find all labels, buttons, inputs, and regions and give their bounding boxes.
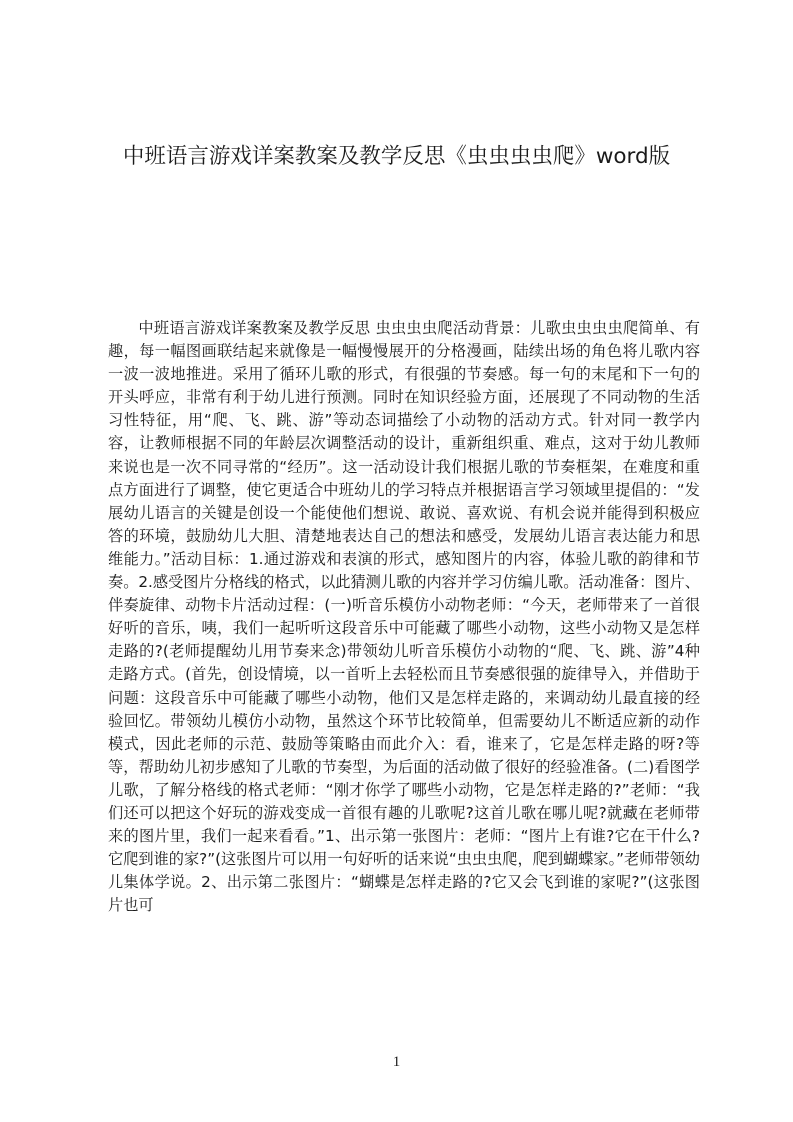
document-body-paragraph: 中班语言游戏详案教案及教学反思 虫虫虫虫爬活动背景：儿歌虫虫虫虫爬简单、有趣，每一幅图画联结起来就像是一幅慢慢展开的分格漫画，陆续出场的角色将儿歌内容一波一波地推进。采用了循环儿歌的形式，有很强的节奏感。每一句的末尾和下一句的开头呼应，非常有利于幼儿进行预测。同时在知识经验方面，还展现了不同动物的生活习性特征，用“爬、飞、跳、游”等动态词描绘了小动物的活动方式。针对同一教学内容，让教师根据不同的年龄层次调整活动的设计，重新组织重、难点，这对于幼儿教师来说也是一次不同寻常的“经历”。这一活动设计我们根据儿歌的节奏框架，在难度和重点方面进行了调整，使它更适合中班幼儿的学习特点并根据语言学习领域里提倡的：“发展幼儿语言的关键是创设一个能使他们想说、敢说、喜欢说、有机会说并能得到积极应答的环境，鼓励幼儿大胆、清楚地表达自己的想法和感受，发展幼儿语言表达能力和思维能力。”活动目标：1.通过游戏和表演的形式，感知图片的内容，体验儿歌的韵律和节奏。2.感受图片分格线的格式，以此猜测儿歌的内容并学习仿编儿歌。活动准备：图片、伴奏旋律、动物卡片活动过程：(一)听音乐模仿小动物老师：“今天，老师带来了一首很好听的音乐，咦，我们一起听听这段音乐中可能藏了哪些小动物，这些小动物又是怎样走路的?(老师提醒幼儿用节奏来念)带领幼儿听音乐模仿小动物的“爬、飞、跳、游”4种走路方式。(首先，创设情境，以一首听上去轻松而且节奏感很强的旋律导入，并借助于问题：这段音乐中可能藏了哪些小动物，他们又是怎样走路的，来调动幼儿最直接的经验回忆。带领幼儿模仿小动物，虽然这个环节比较简单，但需要幼儿不断适应新的动作模式，因此老师的示范、鼓励等策略由而此介入：看，谁来了，它是怎样走路的呀?等等，帮助幼儿初步感知了儿歌的节奏型，为后面的活动做了很好的经验准备。(二)看图学儿歌，了解分格线的格式老师：“刚才你学了哪些小动物，它是怎样走路的?”老师：“我们还可以把这个好玩的游戏变成一首很有趣的儿歌呢?这首儿歌在哪儿呢?就藏在老师带来的图片里，我们一起来看看。”1、出示第一张图片：老师：“图片上有谁?它在干什么?它爬到谁的家?”(这张图片可以用一句好听的话来说“虫虫虫爬，爬到蝴蝶家。”老师带领幼儿集体学说。2、出示第二张图片：“蝴蝶是怎样走路的?它又会飞到谁的家呢?”(这张图片也可 (108, 319, 700, 915)
document-title: 中班语言游戏详案教案及教学反思《虫虫虫虫爬》word版 (122, 144, 671, 169)
page-number: 1 (392, 1054, 401, 1070)
